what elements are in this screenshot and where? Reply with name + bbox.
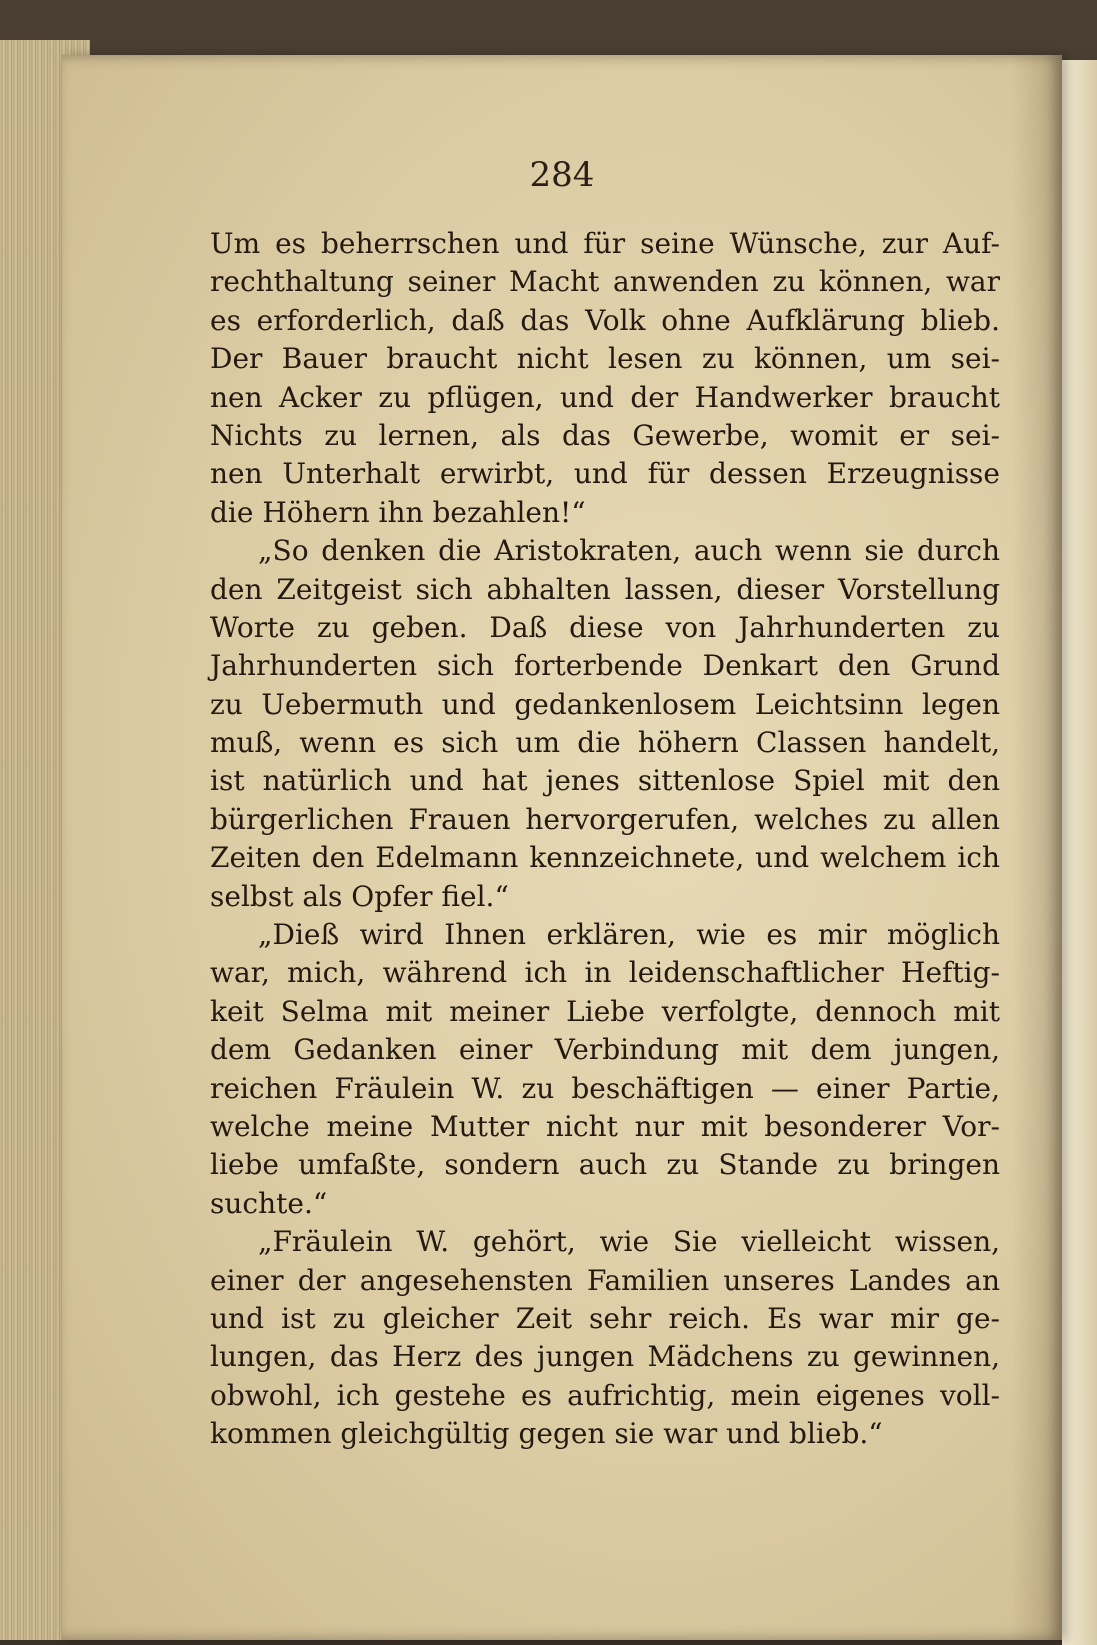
facing-page-edge bbox=[1062, 60, 1097, 1645]
text-line: Um es beherrschen und für seine Wünsche, zur Auf- bbox=[210, 227, 1000, 260]
text-line: zu Uebermuth und gedankenlosem Leichtsinn legen bbox=[210, 687, 1000, 721]
text-line: lungen, das Herz des jungen Mädchens zu gewinnen, bbox=[210, 1340, 1000, 1374]
gutter-shadow bbox=[1012, 55, 1062, 1640]
text-line: es erforderlich, daß das Volk ohne Aufklärung blieb. bbox=[210, 303, 1000, 337]
text-line: die Höhern ihn bezahlen!“ bbox=[210, 495, 586, 529]
text-line: reichen Fräulein W. zu beschäftigen — einer Partie, bbox=[210, 1071, 1000, 1105]
text-line: Nichts zu lernen, als das Gewerbe, womit er sei- bbox=[210, 418, 1000, 452]
text-line: dem Gedanken einer Verbindung mit dem jungen, bbox=[210, 1033, 1000, 1067]
text-line: liebe umfaßte, sondern auch zu Stande zu bringen bbox=[210, 1148, 1000, 1182]
text-line: keit Selma mit meiner Liebe verfolgte, dennoch mit bbox=[210, 994, 1000, 1028]
text-line: „Dieß wird Ihnen erklären, wie es mir möglich bbox=[258, 918, 1000, 952]
text-line: Worte zu geben. Daß diese von Jahrhunderten zu bbox=[210, 610, 1000, 644]
text-line: selbst als Opfer fiel.“ bbox=[210, 879, 509, 913]
text-line: „So denken die Aristokraten, auch wenn sie durch bbox=[258, 534, 1000, 568]
text-line: war, mich, während ich in leidenschaftlicher Heftig- bbox=[210, 956, 1000, 990]
text-line: bürgerlichen Frauen hervorgerufen, welches zu allen bbox=[210, 802, 1000, 836]
text-line: muß, wenn es sich um die höhern Classen handelt, bbox=[210, 726, 1000, 760]
body-text bbox=[210, 225, 1000, 1454]
book-page bbox=[62, 55, 1062, 1640]
text-line: nen Acker zu pflügen, und der Handwerker braucht bbox=[210, 380, 1000, 414]
text-line: welche meine Mutter nicht nur mit besonderer Vor- bbox=[210, 1109, 1000, 1143]
text-line: suchte.“ bbox=[210, 1186, 328, 1220]
text-line: ist natürlich und hat jenes sittenlose Spiel mit den bbox=[210, 764, 1000, 798]
text-line: Der Bauer braucht nicht lesen zu können, um sei- bbox=[210, 342, 1000, 376]
text-line: den Zeitgeist sich abhalten lassen, dieser Vorstellung bbox=[210, 572, 1000, 606]
text-line: „Fräulein W. gehört, wie Sie vielleicht wissen, bbox=[258, 1225, 1000, 1259]
text-line: kommen gleichgültig gegen sie war und blieb.“ bbox=[210, 1417, 883, 1451]
text-line: Zeiten den Edelmann kennzeichnete, und welchem ich bbox=[210, 841, 1000, 875]
text-line: obwohl, ich gestehe es aufrichtig, mein eigenes voll- bbox=[210, 1378, 1000, 1412]
text-line: nen Unterhalt erwirbt, und für dessen Erzeugnisse bbox=[210, 457, 1000, 491]
text-line: und ist zu gleicher Zeit sehr reich. Es war mir ge- bbox=[210, 1301, 1000, 1335]
page-number: 284 bbox=[529, 155, 595, 195]
text-line: Jahrhunderten sich forterbende Denkart den Grund bbox=[210, 649, 1000, 683]
text-line: rechthaltung seiner Macht anwenden zu können, war bbox=[210, 265, 1000, 299]
text-line: einer der angesehensten Familien unseres Landes an bbox=[210, 1263, 1000, 1297]
